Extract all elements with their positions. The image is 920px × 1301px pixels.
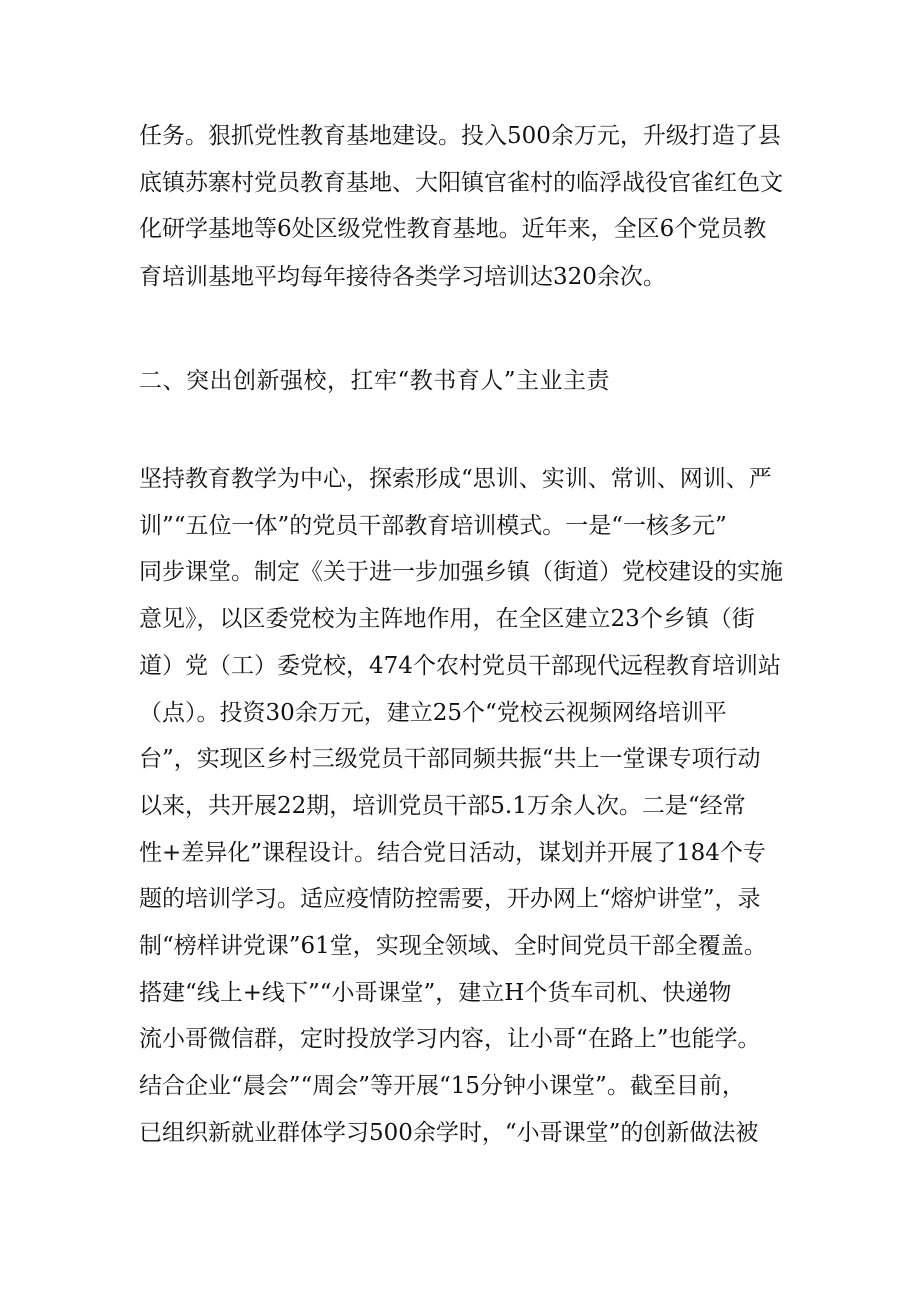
section-heading: 二、突出创新强校，扛牢“教书育人”主业主责: [139, 368, 611, 394]
paragraph-2-line-14: 结合企业“晨会”“周会”等开展“15分钟小课堂”。截至目前，: [139, 1073, 745, 1099]
paragraph-2-line-3: 同步课堂。制定《关于进一步加强乡镇（街道）党校建设的实施: [139, 559, 783, 585]
paragraph-2-line-2: 训”“五位一体”的党员干部教育培训模式。一是“一核多元”: [139, 513, 727, 539]
paragraph-2-line-1: 坚持教育教学为中心，探索形成“思训、实训、常训、网训、严: [139, 466, 772, 492]
paragraph-1-line-1: 任务。狠抓党性教育基地建设。投入500余万元，升级打造了县: [139, 123, 781, 149]
paragraph-1-line-4: 育培训基地平均每年接待各类学习培训达320余次。: [139, 264, 666, 290]
paragraph-2-line-4: 意见》，以区委党校为主阵地作用，在全区建立23个乡镇（街: [139, 606, 755, 632]
paragraph-2-line-6: （点）。投资30余万元，建立25个“党校云视频网络培训平: [139, 700, 727, 726]
paragraph-2-line-8: 以来，共开展22期，培训党员干部5.1万余人次。二是“经常: [139, 793, 746, 819]
paragraph-1-line-3: 化研学基地等6处区级党性教育基地。近年来，全区6个党员教: [139, 216, 767, 242]
paragraph-2-line-15: 已组织新就业群体学习500余学时，“小哥课堂”的创新做法被: [139, 1120, 759, 1146]
paragraph-2-line-13: 流小哥微信群，定时投放学习内容，让小哥“在路上”也能学。: [139, 1026, 761, 1052]
paragraph-2-line-7: 台”，实现区乡村三级党员干部同频共振“共上一堂课专项行动: [139, 746, 761, 772]
paragraph-1-line-2: 底镇苏寨村党员教育基地、大阳镇官雀村的临浮战役官雀红色文: [139, 170, 783, 196]
paragraph-2-line-12: 搭建“线上+线下”“小哥课堂”，建立H个货车司机、快递物: [139, 980, 732, 1006]
paragraph-2-line-10: 题的培训学习。适应疫情防控需要，开办网上“熔炉讲堂”，录: [139, 886, 761, 912]
paragraph-2-line-9: 性+差异化”课程设计。结合党日活动，谋划并开展了184个专: [139, 840, 766, 866]
paragraph-2-line-11: 制“榜样讲党课”61堂，实现全领域、全时间党员干部全覆盖。: [139, 933, 767, 959]
paragraph-2-line-5: 道）党（工）委党校，474个农村党员干部现代远程教育培训站: [139, 653, 781, 679]
